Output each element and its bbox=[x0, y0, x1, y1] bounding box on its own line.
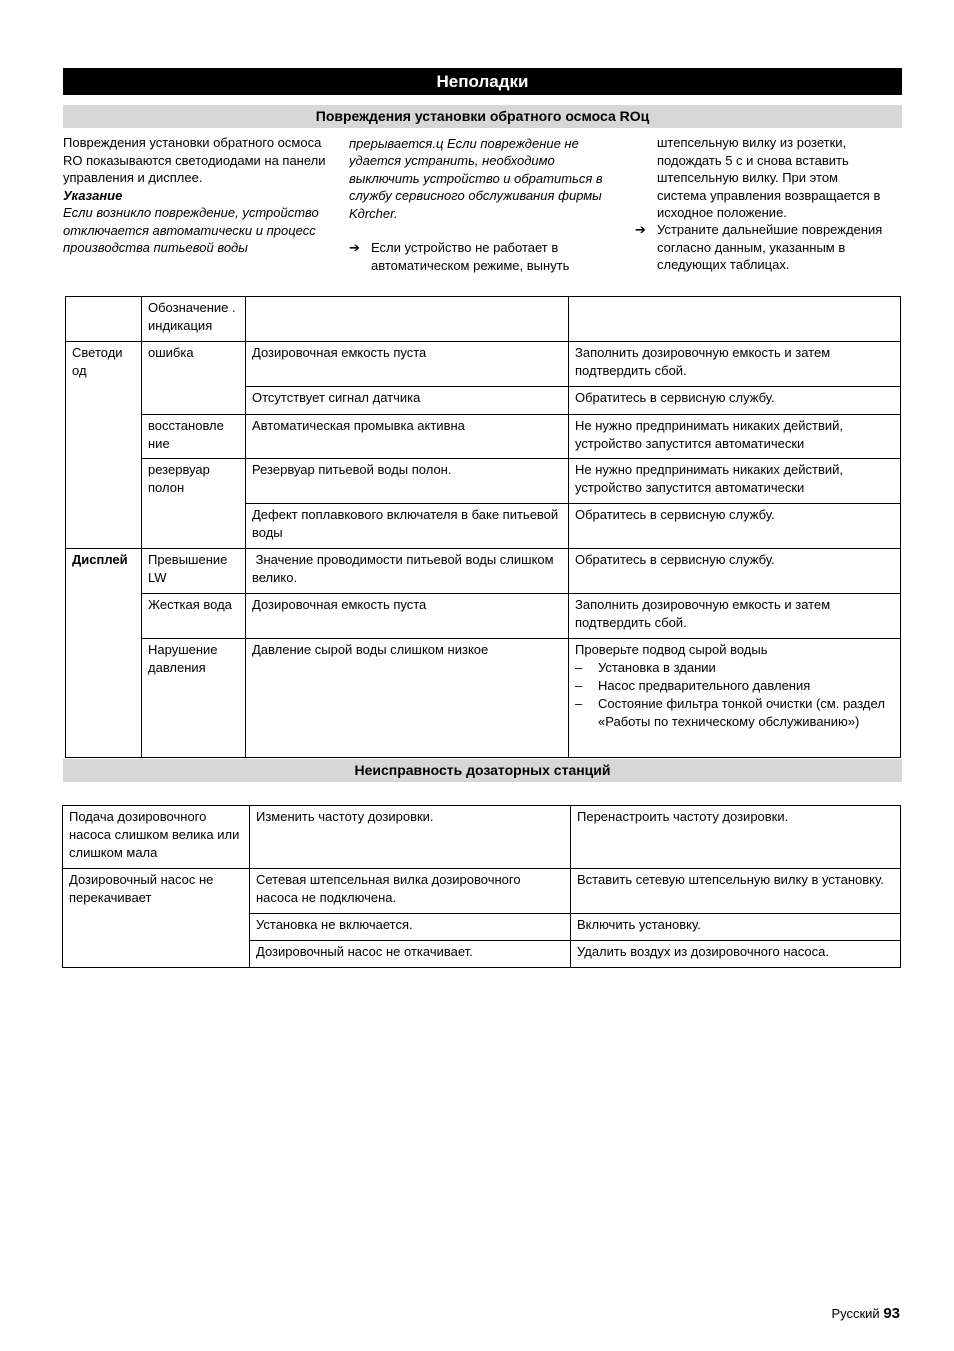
indicator-cell: ошибка bbox=[142, 342, 246, 415]
page-footer bbox=[831, 1305, 900, 1323]
step-2-text: Устраните дальнейшие повреждения согласно данным, указанным в следующих таблицах. bbox=[657, 222, 883, 272]
remedy-cell: Удалить воздух из дозировочного насоса. bbox=[571, 941, 901, 968]
intro-column-3 bbox=[635, 134, 900, 274]
indicator-cell: восстановле ние bbox=[142, 415, 246, 459]
section-heading-dosing: Неисправность дозаторных станций bbox=[63, 759, 902, 782]
remedy-cell: Включить установку. bbox=[571, 914, 901, 941]
remedy-cell bbox=[569, 639, 901, 758]
table-row bbox=[66, 415, 901, 459]
table-row bbox=[66, 639, 901, 758]
remedy-cell: Заполнить дозировочную емкость и затем подтвердить сбой. bbox=[569, 342, 901, 387]
cause-cell: Отсутствует сигнал датчика bbox=[246, 387, 569, 415]
list-item-text: Состояние фильтра тонкой очистки (см. раздел «Работы по техническому обслуживанию») bbox=[598, 696, 885, 729]
remedy-cell: Не нужно предпринимать никаких действий, устройство запустится автоматически bbox=[569, 459, 901, 504]
dosing-faults-table bbox=[62, 805, 901, 968]
indicator-cell: Нарушение давления bbox=[142, 639, 246, 758]
arrow-right-icon: ➔ bbox=[349, 240, 360, 255]
cause-cell: Автоматическая промывка активна bbox=[246, 415, 569, 459]
group-led: Светоди од bbox=[66, 342, 142, 549]
step-1 bbox=[349, 239, 619, 274]
note-label: Указание bbox=[63, 187, 123, 203]
page-title: Неполадки bbox=[63, 68, 902, 95]
intro-column-2 bbox=[349, 134, 619, 274]
cause-cell: Резервуар питьевой воды полон. bbox=[246, 459, 569, 504]
page-number: 93 bbox=[883, 1305, 900, 1322]
ro-faults-table bbox=[65, 296, 901, 758]
dash-bullet: – bbox=[575, 660, 583, 675]
indicator-cell: Жесткая вода bbox=[142, 594, 246, 639]
dash-bullet: – bbox=[575, 678, 583, 693]
header-indicator: Обозначение . индикация bbox=[142, 297, 246, 342]
footer-language: Русский bbox=[831, 1306, 880, 1321]
list-item bbox=[575, 659, 894, 677]
list-item-text: Насос предварительного давления bbox=[598, 678, 811, 693]
section-heading-ro: Повреждения установки обратного осмоса ROц bbox=[63, 105, 902, 128]
cause-cell: Изменить частоту дозировки. bbox=[250, 806, 571, 869]
fault-cell: Подача дозировочного насоса слишком велика или слишком мала bbox=[63, 806, 250, 869]
fault-cell: Дозировочный насос не перекачивает bbox=[63, 869, 250, 968]
table-row bbox=[63, 869, 901, 914]
cause-cell: Дозировочная емкость пуста bbox=[246, 594, 569, 639]
intro-column-1 bbox=[63, 134, 333, 256]
note-text: Если возникло повреждение, устройство отключается автоматически и процесс производства питьевой воды bbox=[63, 205, 319, 255]
cause-cell: Дозировочная емкость пуста bbox=[246, 342, 569, 387]
group-display: Дисплей bbox=[66, 549, 142, 758]
cause-cell: Давление сырой воды слишком низкое bbox=[246, 639, 569, 758]
cause-cell: Сетевая штепсельная вилка дозировочного насоса не подключена. bbox=[250, 869, 571, 914]
dash-bullet: – bbox=[575, 696, 583, 711]
cause-cell: Дефект поплавкового включателя в баке питьевой воды bbox=[246, 504, 569, 549]
cause-cell: Установка не включается. bbox=[250, 914, 571, 941]
step-1-text-tail: штепсельную вилку из розетки, подождать 5 с и снова вставить штепсельную вилку. При этом система управления возвращается в исходное положение. bbox=[657, 135, 881, 220]
table-row bbox=[66, 342, 901, 387]
remedy-cell: Перенастроить частоту дозировки. bbox=[571, 806, 901, 869]
indicator-cell: Превышение LW bbox=[142, 549, 246, 594]
note-text-tail: прерывается.ц Если повреждение не удается устранить, необходимо выключить устройство и обратиться в службу сервисного обслуживания фирмы Kдrcher. bbox=[349, 135, 603, 221]
remedy-cell: Не нужно предпринимать никаких действий, устройство запустится автоматически bbox=[569, 415, 901, 459]
step-1-continued bbox=[635, 134, 900, 221]
step-2 bbox=[635, 221, 900, 274]
table-row bbox=[63, 806, 901, 869]
table-row bbox=[66, 459, 901, 504]
indicator-cell: резервуар полон bbox=[142, 459, 246, 549]
cause-cell: Дозировочный насос не откачивает. bbox=[250, 941, 571, 968]
list-item bbox=[575, 695, 894, 731]
arrow-right-icon: ➔ bbox=[635, 222, 646, 237]
step-1-text: Если устройство не работает в автоматическом режиме, вынуть bbox=[371, 240, 570, 273]
note-text-continued bbox=[349, 134, 619, 239]
intro-text: Повреждения установки обратного осмоса RO показываются светодиодами на панели управления и дисплее. bbox=[63, 135, 326, 185]
table-row bbox=[66, 549, 901, 594]
cause-cell: Значение проводимости питьевой воды слишком велико. bbox=[246, 549, 569, 594]
remedy-cell: Обратитесь в сервисную службу. bbox=[569, 387, 901, 415]
remedy-cell: Обратитесь в сервисную службу. bbox=[569, 549, 901, 594]
table-row bbox=[66, 594, 901, 639]
remedy-cell: Обратитесь в сервисную службу. bbox=[569, 504, 901, 549]
remedy-text: Проверьте подвод сырой водыь bbox=[575, 642, 768, 657]
list-item-text: Установка в здании bbox=[598, 660, 716, 675]
table-row bbox=[66, 297, 901, 342]
remedy-cell: Заполнить дозировочную емкость и затем подтвердить сбой. bbox=[569, 594, 901, 639]
list-item bbox=[575, 677, 894, 695]
remedy-cell: Вставить сетевую штепсельную вилку в установку. bbox=[571, 869, 901, 914]
